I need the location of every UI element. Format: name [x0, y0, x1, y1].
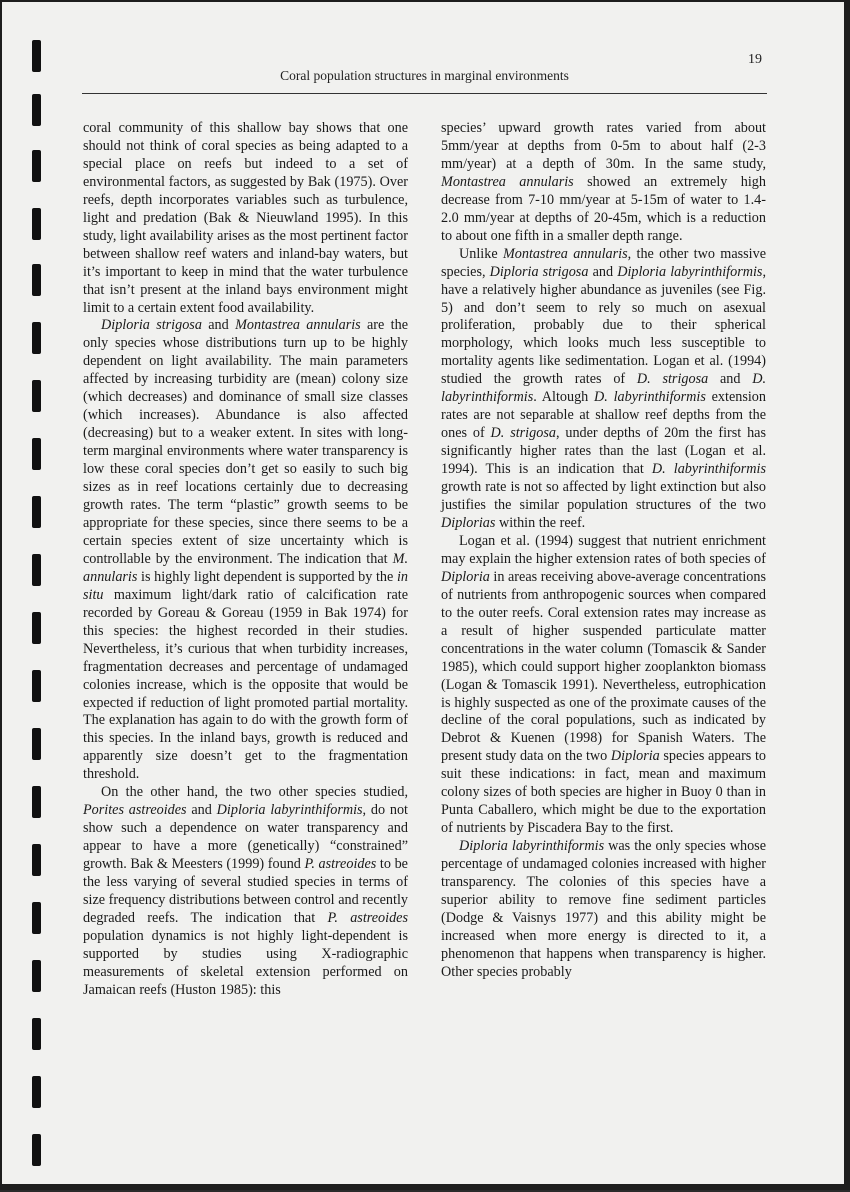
- binder-hole: [32, 612, 41, 644]
- paragraph: Logan et al. (1994) suggest that nutrient enrichment may explain the higher extension rates of both species of Diploria in areas receiving above-average concentrations of nutrients from anthropogenic sources when compared to the outer reefs. Coral extension rates may increase as a result of higher suspended particulate matter concentrations in the water column (Tomascik & Sander 1985), which could support higher zooplankton biomass (Logan & Tomascik 1991). Nevertheless, eutrophication is highly suspected as one of the proximate causes of the decline of the coral populations, such as indicated by Debrot & Kuenen (1998) for Spanish Waters. The present study data on the two Diploria species appears to suit these indications: in fact, mean and maximum colony sizes of both species are higher in Buoy 0 than in Punta Caballero, which might be due to the exportation of nutrients by Piscadera Bay to the first.: [441, 532, 766, 837]
- species-name: Diploria: [610, 748, 660, 765]
- species-name: P. astreoides: [327, 909, 408, 926]
- binder-holes: [32, 2, 42, 1192]
- species-name: D. labyrinthiformis: [651, 461, 766, 478]
- binder-hole: [32, 1018, 41, 1050]
- species-name: D. strigosa: [490, 425, 556, 442]
- binder-hole: [32, 40, 41, 72]
- binder-hole: [32, 844, 41, 876]
- binder-hole: [32, 786, 41, 818]
- right-column: [441, 120, 766, 982]
- species-name: Diploria labyrinthiformis: [617, 263, 763, 280]
- binder-hole: [32, 208, 41, 240]
- paragraph: Diploria strigosa and Montastrea annularis are the only species whose distributions turn up to be highly dependent on light availability. The main parameters affected by increasing turbidity are (mean) colony size (which decreases) and dominance of small size classes (which increases). Abundance is also affected (decreasing) but to a weaker extent. In sites with long-term marginal environments where water transparency is low these coral species don’t get so easily to such big sizes as in reef locations certainly due to decreasing growth rates. The term “plastic” growth seems to be appropriate for these species, since there seems to be a certain species extent of size uncertainty which is controllable by the environment. The indication that M. annularis is highly light dependent is supported by the in situ maximum light/dark ratio of calcification rate recorded by Goreau & Goreau (1959 in Bak 1974) for this species: the highest recorded in their studies. Nevertheless, it’s curious that when turbidity increases, fragmentation decreases and percentage of undamaged colonies increase, which is the opposite that would be expected if reduction of light promoted partial mortality. The explanation has again to do with the growth form of this species. In the inland bays, growth is reduced and apparently size doesn’t get to the fragmentation threshold.: [83, 317, 408, 783]
- binder-hole: [32, 670, 41, 702]
- header-rule: [82, 93, 767, 94]
- binder-hole: [32, 94, 41, 126]
- binder-hole: [32, 1134, 41, 1166]
- paragraph: Unlike Montastrea annularis, the other two massive species, Diploria strigosa and Diploria labyrinthiformis, have a relatively higher abundance as juveniles (see Fig. 5) and don’t seem to rely so much on asexual proliferation, probably due to their spherical morphology, which looks much less susceptible to mortality agents like sedimentation. Logan et al. (1994) studied the growth rates of D. strigosa and D. labyrinthiformis. Altough D. labyrinthiformis extension rates are not separable at shallow reef depths from the ones of D. strigosa, under depths of 20m the first has significantly higher rates than the last (Logan et al. 1994). This is an indication that D. labyrinthiformis growth rate is not so affected by light extinction but also justifies the similar population structures of the two Diplorias within the reef.: [441, 245, 766, 531]
- species-name: D. labyrinthiformis: [441, 371, 766, 406]
- species-name: Montastrea annularis: [441, 173, 574, 190]
- species-name: Diploria: [441, 568, 490, 585]
- species-name: Diploria strigosa: [101, 317, 202, 334]
- paragraph: Diploria labyrinthiformis was the only species whose percentage of undamaged colonies increased with higher transparency. The colonies of this species have a superior ability to remove fine sediment particles (Dodge & Vaisnys 1977) and this ability might be increased when more energy is directed to it, a phenomenon that happens when transparency is higher. Other species probably: [441, 838, 766, 980]
- binder-hole: [32, 438, 41, 470]
- binder-hole: [32, 264, 41, 296]
- paragraph: On the other hand, the two other species studied, Porites astreoides and Diploria labyrinthiformis, do not show such a dependence on water transparency and appear to have a more (genetically) “constrained” growth. Bak & Meesters (1999) found P. astreoides to be the less varying of several studied species in terms of size frequency distributions between control and recently degraded reefs. The indication that P. astreoides population dynamics is not highly light-dependent is supported by studies using X-radiographic measurements of skeletal extension performed on Jamaican reefs (Huston 1985): this: [83, 784, 408, 998]
- latin-term: in situ: [83, 568, 408, 603]
- binder-hole: [32, 960, 41, 992]
- species-name: M. annularis: [83, 550, 408, 585]
- species-name: Montastrea annularis: [502, 245, 628, 262]
- species-name: Diploria strigosa: [489, 263, 589, 280]
- species-name: Diploria labyrinthiformis: [459, 838, 605, 855]
- species-name: P. astreoides: [304, 856, 377, 873]
- binder-hole: [32, 496, 41, 528]
- binder-hole: [32, 902, 41, 934]
- species-name: D. strigosa: [636, 371, 709, 388]
- binder-hole: [32, 728, 41, 760]
- species-name: Porites astreoides: [83, 802, 187, 819]
- species-name: Diplorias: [441, 514, 496, 531]
- species-name: Montastrea annularis: [235, 317, 361, 334]
- binder-hole: [32, 380, 41, 412]
- binder-hole: [32, 1076, 41, 1108]
- paragraph: species’ upward growth rates varied from about 5mm/year at depths from 0-5m to about half (2-3 mm/year) at a depth of 30m. In the same study, Montastrea annularis showed an extremely high decrease from 7-10 mm/year at 5-15m of water to 1.4-2.0 mm/year at depths of 20-45m, which is a reduction to about one fifth in a smaller depth range.: [441, 120, 766, 244]
- binder-hole: [32, 554, 41, 586]
- species-name: Diploria labyrinthiformis: [216, 802, 363, 819]
- left-column: [83, 120, 408, 1000]
- species-name: D. labyrinthiformis: [594, 389, 706, 406]
- running-title: Coral population structures in marginal environments: [280, 68, 569, 83]
- binder-hole: [32, 150, 41, 182]
- paragraph: coral community of this shallow bay shows that one should not think of coral species as being adapted to a special place on reefs but indeed to a set of environmental factors, as suggested by Bak (1975). Over reefs, depth incorporates variables such as turbulence, light and predation (Bak & Nieuwland 1995). In this study, light availability arises as the most pertinent factor between shallow reef waters and inland-bay waters, but it’s important to keep in mind that the water turbulence that isn’t present at the inland bays environment might limit to a certain extent food availability.: [83, 120, 408, 316]
- binder-hole: [32, 322, 41, 354]
- page-number: 19: [748, 52, 762, 67]
